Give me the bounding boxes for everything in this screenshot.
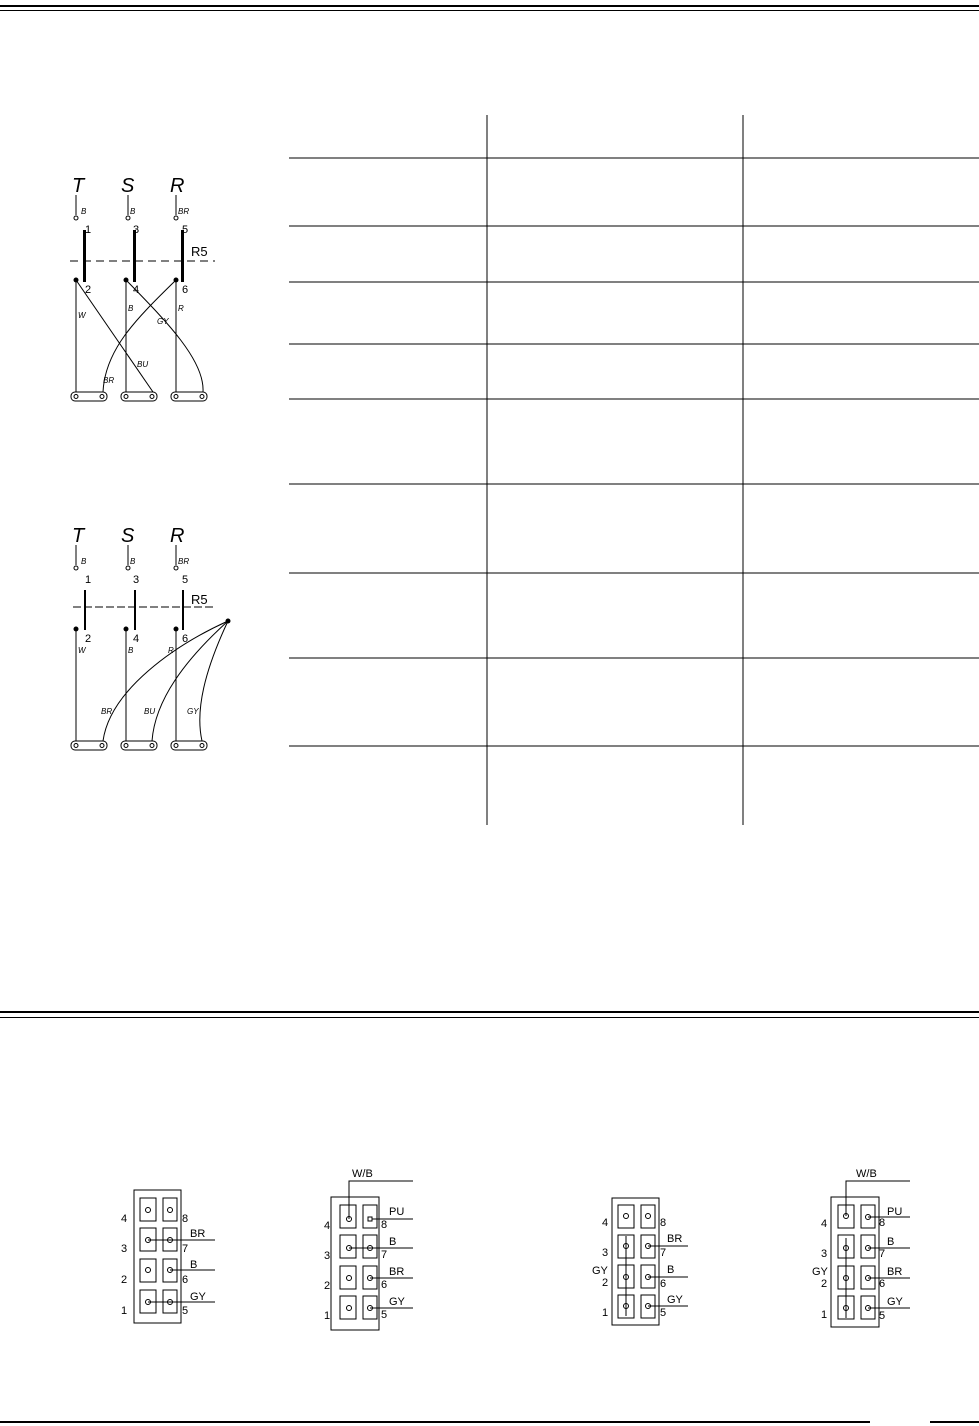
- phase-label-r: R: [170, 175, 185, 197]
- wire-color-label: B: [81, 557, 87, 566]
- wire-label: GY: [592, 1265, 608, 1277]
- pin-label: 6: [182, 1274, 189, 1286]
- wire-label: GY: [389, 1296, 405, 1308]
- wire-label: B: [128, 646, 134, 655]
- wiring-diagram-mid: [55, 520, 255, 760]
- top-rule-thick: [0, 5, 979, 7]
- relay-label: R5: [191, 592, 208, 607]
- pin-label: 5: [381, 1309, 388, 1321]
- wire-color-label: BR: [178, 557, 190, 566]
- top-rule-thin: [0, 10, 979, 11]
- pin-label: 3: [821, 1248, 828, 1260]
- connector-diagram-4: [806, 1165, 921, 1333]
- mid-rule-thick: [0, 1011, 979, 1013]
- empty-table: [289, 115, 979, 825]
- terminal-label: 6: [182, 284, 189, 296]
- terminal-label: 5: [182, 574, 189, 586]
- pin-label: 1: [821, 1309, 828, 1321]
- wire-label: B: [667, 1264, 675, 1276]
- pin-label: 8: [381, 1219, 388, 1231]
- pin-label: 7: [879, 1248, 886, 1260]
- pin-label: 4: [121, 1213, 128, 1225]
- phase-label-s: S: [121, 525, 135, 547]
- terminal-label: 4: [133, 284, 140, 296]
- wire-label: B: [128, 304, 134, 313]
- mid-rule-thin: [0, 1017, 979, 1018]
- pin-label: 2: [602, 1277, 609, 1289]
- wire-label: GY: [667, 1294, 683, 1306]
- wire-label: BR: [190, 1228, 206, 1240]
- wire-label: GY: [190, 1291, 206, 1303]
- wire-label: BR: [101, 707, 113, 716]
- phase-label-t: T: [72, 525, 85, 547]
- wire-label: GY: [157, 317, 169, 326]
- connector-top-label: W/B: [352, 1168, 373, 1180]
- terminal-label: 3: [133, 574, 140, 586]
- connector-diagram-2: [318, 1165, 428, 1335]
- wire-label: B: [887, 1236, 895, 1248]
- terminal-label: 6: [182, 633, 189, 645]
- pin-label: 3: [121, 1243, 128, 1255]
- pin-label: 6: [381, 1279, 388, 1291]
- connector-diagram-1: [115, 1190, 225, 1330]
- pin-label: 7: [381, 1249, 388, 1261]
- pin-label: 7: [182, 1243, 189, 1255]
- wire-label: W: [78, 646, 86, 655]
- pin-label: 8: [660, 1217, 667, 1229]
- phase-label-r: R: [170, 525, 185, 547]
- terminal-label: 3: [133, 224, 140, 236]
- pin-label: 2: [821, 1278, 828, 1290]
- terminal-label: 2: [85, 284, 92, 296]
- pin-label: 1: [324, 1310, 331, 1322]
- pin-label: 1: [602, 1307, 609, 1319]
- wire-label: BR: [389, 1266, 405, 1278]
- wire-color-label: BR: [178, 207, 190, 216]
- pin-label: 6: [660, 1278, 667, 1290]
- pin-label: 8: [879, 1217, 886, 1229]
- wire-label: BU: [144, 707, 156, 716]
- pin-label: 7: [660, 1247, 667, 1259]
- pin-label: 4: [821, 1218, 828, 1230]
- pin-label: 8: [182, 1213, 189, 1225]
- wire-label: GY: [887, 1296, 903, 1308]
- bottom-rule-right: [930, 1421, 979, 1423]
- pin-label: 3: [324, 1250, 331, 1262]
- wire-label: GY: [812, 1266, 828, 1278]
- wire-label: PU: [887, 1206, 903, 1218]
- terminal-label: 4: [133, 633, 140, 645]
- wire-label: BR: [103, 376, 115, 385]
- connector-diagram-3: [590, 1198, 700, 1328]
- pin-label: 5: [182, 1305, 189, 1317]
- wire-label: PU: [389, 1206, 405, 1218]
- phase-label-s: S: [121, 175, 135, 197]
- wire-label: B: [389, 1236, 397, 1248]
- wiring-diagram-top: [55, 170, 255, 415]
- pin-label: 5: [879, 1310, 886, 1322]
- terminal-label: 2: [85, 633, 92, 645]
- pin-label: 6: [879, 1278, 886, 1290]
- wire-color-label: B: [130, 207, 136, 216]
- wire-color-label: B: [130, 557, 136, 566]
- pin-label: 2: [121, 1274, 128, 1286]
- wire-label: R: [168, 646, 174, 655]
- relay-label: R5: [191, 244, 208, 259]
- terminal-label: 5: [182, 224, 189, 236]
- wire-label: B: [190, 1259, 198, 1271]
- wire-label: W: [78, 311, 86, 320]
- pin-label: 5: [660, 1307, 667, 1319]
- terminal-label: 1: [85, 224, 92, 236]
- terminal-label: 1: [85, 574, 92, 586]
- wire-label: BR: [667, 1233, 683, 1245]
- wire-label: R: [178, 304, 184, 313]
- pin-label: 4: [324, 1220, 331, 1232]
- pin-label: 4: [602, 1217, 609, 1229]
- wire-label: GY: [187, 707, 199, 716]
- wire-label: BU: [137, 360, 149, 369]
- pin-label: 1: [121, 1305, 128, 1317]
- pin-label: 3: [602, 1247, 609, 1259]
- wire-color-label: B: [81, 207, 87, 216]
- connector-top-label: W/B: [856, 1168, 877, 1180]
- pin-label: 2: [324, 1280, 331, 1292]
- phase-label-t: T: [72, 175, 85, 197]
- wire-label: BR: [887, 1266, 903, 1278]
- bottom-rule: [0, 1421, 870, 1423]
